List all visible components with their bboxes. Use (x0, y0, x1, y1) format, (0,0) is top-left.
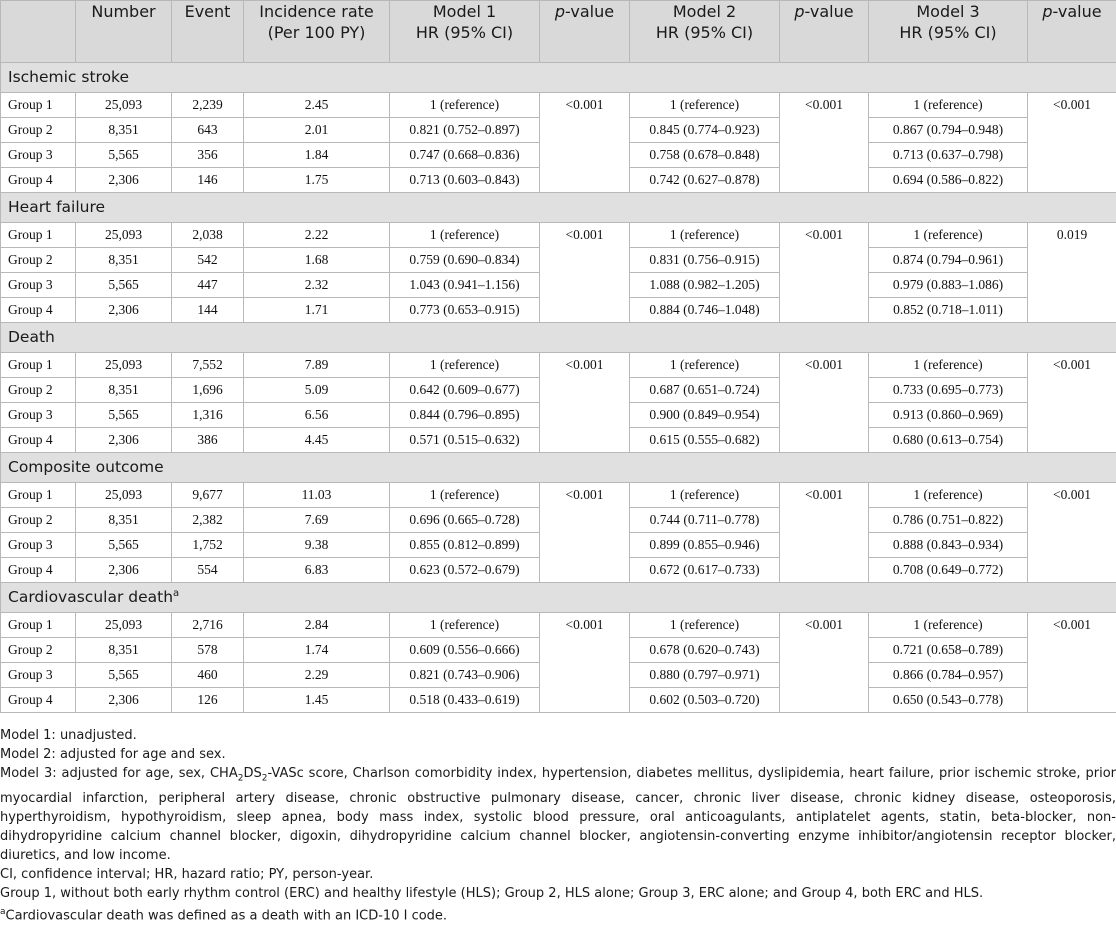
header-number: Number (76, 1, 172, 63)
cell-model1-hr: 0.713 (0.603–0.843) (390, 168, 540, 193)
cell-number: 8,351 (76, 118, 172, 143)
section-title-text: Ischemic stroke (8, 69, 129, 87)
cell-model2-hr: 1 (reference) (630, 93, 780, 118)
section-title (1, 63, 1116, 93)
cell-incidence-rate: 2.84 (244, 613, 390, 638)
header-model3: Model 3 HR (95% CI) (869, 1, 1028, 63)
note-model2: Model 2: adjusted for age and sex. (0, 745, 1116, 764)
cell-group: Group 3 (1, 533, 76, 558)
cell-model1-hr: 0.518 (0.433–0.619) (390, 688, 540, 713)
cell-event: 460 (172, 663, 244, 688)
cell-number: 2,306 (76, 688, 172, 713)
cell-model1-hr: 1 (reference) (390, 613, 540, 638)
cell-event: 1,316 (172, 403, 244, 428)
table-row (1, 613, 1116, 638)
header-p3: p-value (1028, 1, 1116, 63)
cell-model3-hr: 0.680 (0.613–0.754) (869, 428, 1028, 453)
header-event: Event (172, 1, 244, 63)
cell-model3-hr: 1 (reference) (869, 483, 1028, 508)
cell-model2-hr: 0.845 (0.774–0.923) (630, 118, 780, 143)
section-row (1, 193, 1116, 223)
cell-model2-hr: 1 (reference) (630, 483, 780, 508)
header-p1: p-value (540, 1, 630, 63)
cell-event: 7,552 (172, 353, 244, 378)
cell-number: 25,093 (76, 93, 172, 118)
cell-group: Group 4 (1, 558, 76, 583)
cell-number: 5,565 (76, 143, 172, 168)
section-title-text: Composite outcome (8, 459, 164, 477)
section-title (1, 453, 1116, 483)
cell-number: 5,565 (76, 403, 172, 428)
note-abbreviations: CI, confidence interval; HR, hazard ratio; PY, person-year. (0, 865, 1116, 884)
cell-number: 8,351 (76, 508, 172, 533)
cell-model2-hr: 1 (reference) (630, 353, 780, 378)
cell-model1-hr: 0.747 (0.668–0.836) (390, 143, 540, 168)
cell-model2-hr: 0.884 (0.746–1.048) (630, 298, 780, 323)
cell-number: 25,093 (76, 223, 172, 248)
cell-event: 1,752 (172, 533, 244, 558)
cell-number: 8,351 (76, 638, 172, 663)
cell-model3-hr: 0.852 (0.718–1.011) (869, 298, 1028, 323)
header-model1: Model 1 HR (95% CI) (390, 1, 540, 63)
cell-group: Group 4 (1, 428, 76, 453)
cell-model1-hr: 0.855 (0.812–0.899) (390, 533, 540, 558)
section-row (1, 63, 1116, 93)
cell-group: Group 4 (1, 298, 76, 323)
cell-group: Group 2 (1, 508, 76, 533)
cell-model2-pvalue: <0.001 (780, 353, 869, 453)
cell-event: 9,677 (172, 483, 244, 508)
note-cv-death: $^a$Cardiovascular death was defined as a death with an ICD-10 I code. (0, 903, 1116, 925)
cell-model1-hr: 1 (reference) (390, 483, 540, 508)
cell-model1-pvalue: <0.001 (540, 223, 630, 323)
cell-model3-hr: 0.713 (0.637–0.798) (869, 143, 1028, 168)
cell-model1-hr: 1 (reference) (390, 93, 540, 118)
cell-number: 25,093 (76, 353, 172, 378)
cell-model1-hr: 0.696 (0.665–0.728) (390, 508, 540, 533)
section-row (1, 453, 1116, 483)
cell-model2-hr: 0.899 (0.855–0.946) (630, 533, 780, 558)
cell-number: 5,565 (76, 663, 172, 688)
cell-model1-hr: 1.043 (0.941–1.156) (390, 273, 540, 298)
cell-incidence-rate: 1.68 (244, 248, 390, 273)
cell-event: 578 (172, 638, 244, 663)
cell-number: 2,306 (76, 558, 172, 583)
cell-incidence-rate: 6.83 (244, 558, 390, 583)
cell-event: 144 (172, 298, 244, 323)
cell-group: Group 3 (1, 403, 76, 428)
cell-incidence-rate: 1.75 (244, 168, 390, 193)
cell-model3-hr: 0.650 (0.543–0.778) (869, 688, 1028, 713)
section-title (1, 583, 1116, 613)
section-title (1, 323, 1116, 353)
cell-model2-hr: 0.758 (0.678–0.848) (630, 143, 780, 168)
table-row (1, 483, 1116, 508)
cell-model1-pvalue: <0.001 (540, 93, 630, 193)
cell-group: Group 1 (1, 483, 76, 508)
cell-model2-hr: 1 (reference) (630, 223, 780, 248)
cell-incidence-rate: 2.22 (244, 223, 390, 248)
cell-event: 2,239 (172, 93, 244, 118)
cell-model3-hr: 0.888 (0.843–0.934) (869, 533, 1028, 558)
cell-model3-hr: 0.913 (0.860–0.969) (869, 403, 1028, 428)
section-title-text: Heart failure (8, 199, 105, 217)
cell-incidence-rate: 1.71 (244, 298, 390, 323)
cell-group: Group 3 (1, 663, 76, 688)
cell-model2-hr: 0.687 (0.651–0.724) (630, 378, 780, 403)
cell-model3-hr: 0.733 (0.695–0.773) (869, 378, 1028, 403)
cell-model3-pvalue: <0.001 (1028, 613, 1116, 713)
header-p2: p-value (780, 1, 869, 63)
cell-number: 5,565 (76, 533, 172, 558)
cell-group: Group 2 (1, 378, 76, 403)
cell-event: 356 (172, 143, 244, 168)
cell-incidence-rate: 7.69 (244, 508, 390, 533)
cell-model3-hr: 1 (reference) (869, 93, 1028, 118)
cell-model2-hr: 0.742 (0.627–0.878) (630, 168, 780, 193)
cell-model1-hr: 0.759 (0.690–0.834) (390, 248, 540, 273)
cell-incidence-rate: 2.32 (244, 273, 390, 298)
cell-group: Group 4 (1, 688, 76, 713)
cell-model1-hr: 1 (reference) (390, 353, 540, 378)
table-footnotes (0, 726, 1116, 925)
cell-incidence-rate: 5.09 (244, 378, 390, 403)
cell-incidence-rate: 2.29 (244, 663, 390, 688)
note-model3: Model 3: adjusted for age, sex, $CHA_2DS_2$-VASc score, Charlson comorbidity index, hypertension, diabetes mellitus, dyslipidemia, heart failure, prior ischemic stroke, prior myocardial infarction, peripheral artery disease, chronic obstructive pulmonary disease, cancer, chronic liver disease, chronic kidney disease, osteoporosis, hyperthyroidism, hypothyroidism, sleep apnea, body mass index, systolic blood pressure, oral anticoagulants, antiplatelet agents, statin, beta-blocker, non-dihydropyridine calcium channel blocker, digoxin, dihydropyridine calcium channel blocker, angiotensin-converting enzyme inhibitor/angiotensin receptor blocker, diuretics, and low income. (0, 764, 1116, 865)
cell-model3-pvalue: <0.001 (1028, 93, 1116, 193)
table-row (1, 93, 1116, 118)
cell-incidence-rate: 6.56 (244, 403, 390, 428)
note-groups: Group 1, without both early rhythm control (ERC) and healthy lifestyle (HLS); Group 2, HLS alone; Group 3, ERC alone; and Group 4, both ERC and HLS. (0, 884, 1116, 903)
cell-event: 386 (172, 428, 244, 453)
cell-event: 447 (172, 273, 244, 298)
cell-model1-hr: 0.844 (0.796–0.895) (390, 403, 540, 428)
cell-group: Group 1 (1, 613, 76, 638)
cell-model1-hr: 0.773 (0.653–0.915) (390, 298, 540, 323)
cell-model2-hr: 1.088 (0.982–1.205) (630, 273, 780, 298)
cell-model2-hr: 0.615 (0.555–0.682) (630, 428, 780, 453)
cell-model3-hr: 0.708 (0.649–0.772) (869, 558, 1028, 583)
cell-model3-hr: 0.979 (0.883–1.086) (869, 273, 1028, 298)
table-row (1, 223, 1116, 248)
cell-model3-hr: 0.867 (0.794–0.948) (869, 118, 1028, 143)
cell-event: 2,716 (172, 613, 244, 638)
cell-group: Group 2 (1, 248, 76, 273)
cell-model2-hr: 0.831 (0.756–0.915) (630, 248, 780, 273)
cell-model2-pvalue: <0.001 (780, 223, 869, 323)
cell-model3-hr: 1 (reference) (869, 353, 1028, 378)
section-footnote-mark: a (173, 588, 179, 599)
section-title-text: Death (8, 329, 55, 347)
cell-event: 643 (172, 118, 244, 143)
section-row (1, 323, 1116, 353)
header-incidence: Incidence rate (Per 100 PY) (244, 1, 390, 63)
cell-incidence-rate: 9.38 (244, 533, 390, 558)
cell-model1-hr: 1 (reference) (390, 223, 540, 248)
cell-event: 126 (172, 688, 244, 713)
section-title (1, 193, 1116, 223)
cell-group: Group 1 (1, 93, 76, 118)
cell-model2-pvalue: <0.001 (780, 93, 869, 193)
cell-incidence-rate: 1.74 (244, 638, 390, 663)
cell-model2-hr: 0.602 (0.503–0.720) (630, 688, 780, 713)
cell-model3-hr: 1 (reference) (869, 223, 1028, 248)
cell-model3-hr: 0.874 (0.794–0.961) (869, 248, 1028, 273)
cell-model1-hr: 0.821 (0.752–0.897) (390, 118, 540, 143)
header-model2: Model 2 HR (95% CI) (630, 1, 780, 63)
cell-number: 2,306 (76, 298, 172, 323)
cell-group: Group 1 (1, 223, 76, 248)
note-model1: Model 1: unadjusted. (0, 726, 1116, 745)
cell-number: 8,351 (76, 378, 172, 403)
cell-model1-hr: 0.609 (0.556–0.666) (390, 638, 540, 663)
table-body (1, 63, 1116, 713)
cell-incidence-rate: 4.45 (244, 428, 390, 453)
cell-model2-hr: 0.744 (0.711–0.778) (630, 508, 780, 533)
cell-number: 25,093 (76, 613, 172, 638)
cell-model2-hr: 0.900 (0.849–0.954) (630, 403, 780, 428)
cell-model3-hr: 0.866 (0.784–0.957) (869, 663, 1028, 688)
cell-event: 554 (172, 558, 244, 583)
cell-group: Group 2 (1, 638, 76, 663)
header-row (1, 1, 1116, 63)
cell-number: 8,351 (76, 248, 172, 273)
cell-model2-pvalue: <0.001 (780, 613, 869, 713)
cell-event: 2,382 (172, 508, 244, 533)
cell-model3-pvalue: 0.019 (1028, 223, 1116, 323)
cell-event: 2,038 (172, 223, 244, 248)
header-group (1, 1, 76, 63)
table-row (1, 353, 1116, 378)
cell-number: 2,306 (76, 168, 172, 193)
cell-model3-hr: 0.694 (0.586–0.822) (869, 168, 1028, 193)
cell-group: Group 3 (1, 143, 76, 168)
cell-model1-hr: 0.571 (0.515–0.632) (390, 428, 540, 453)
cell-model3-pvalue: <0.001 (1028, 353, 1116, 453)
cell-incidence-rate: 7.89 (244, 353, 390, 378)
cell-incidence-rate: 1.45 (244, 688, 390, 713)
cell-model1-hr: 0.821 (0.743–0.906) (390, 663, 540, 688)
cell-incidence-rate: 11.03 (244, 483, 390, 508)
cell-group: Group 4 (1, 168, 76, 193)
cell-model3-pvalue: <0.001 (1028, 483, 1116, 583)
section-title-text: Cardiovascular death (8, 589, 173, 607)
cell-model2-pvalue: <0.001 (780, 483, 869, 583)
cell-event: 1,696 (172, 378, 244, 403)
cell-group: Group 1 (1, 353, 76, 378)
cell-model1-hr: 0.642 (0.609–0.677) (390, 378, 540, 403)
cell-model1-hr: 0.623 (0.572–0.679) (390, 558, 540, 583)
cell-incidence-rate: 1.84 (244, 143, 390, 168)
cell-group: Group 3 (1, 273, 76, 298)
cell-event: 146 (172, 168, 244, 193)
cell-model1-pvalue: <0.001 (540, 353, 630, 453)
cell-model1-pvalue: <0.001 (540, 483, 630, 583)
cell-number: 5,565 (76, 273, 172, 298)
cell-model1-pvalue: <0.001 (540, 613, 630, 713)
cell-number: 2,306 (76, 428, 172, 453)
cell-model2-hr: 0.678 (0.620–0.743) (630, 638, 780, 663)
cell-incidence-rate: 2.01 (244, 118, 390, 143)
cell-model3-hr: 0.721 (0.658–0.789) (869, 638, 1028, 663)
cell-model3-hr: 1 (reference) (869, 613, 1028, 638)
cell-model2-hr: 1 (reference) (630, 613, 780, 638)
cell-number: 25,093 (76, 483, 172, 508)
cell-incidence-rate: 2.45 (244, 93, 390, 118)
cell-model2-hr: 0.672 (0.617–0.733) (630, 558, 780, 583)
section-row (1, 583, 1116, 613)
cell-group: Group 2 (1, 118, 76, 143)
cell-event: 542 (172, 248, 244, 273)
cell-model3-hr: 0.786 (0.751–0.822) (869, 508, 1028, 533)
cell-model2-hr: 0.880 (0.797–0.971) (630, 663, 780, 688)
